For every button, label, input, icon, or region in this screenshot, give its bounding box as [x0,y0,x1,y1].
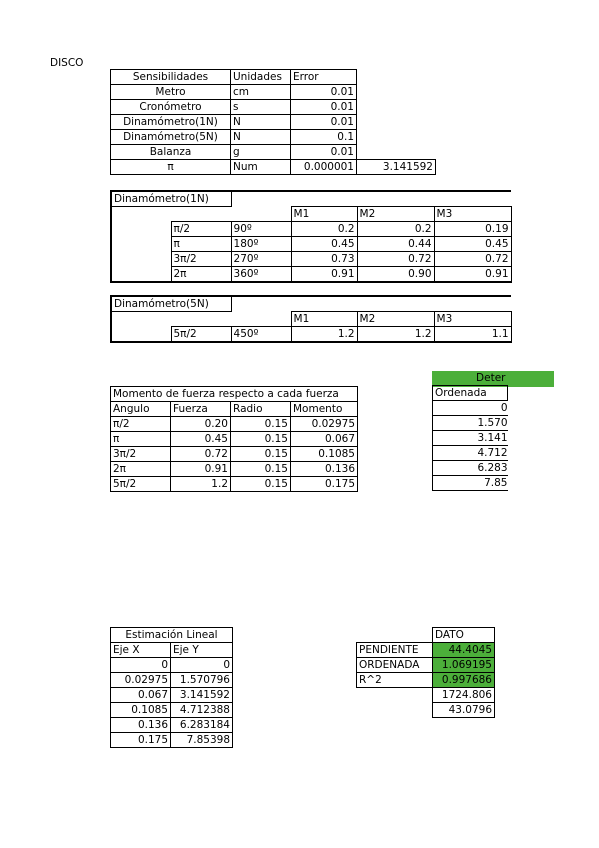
sens-instrument-cell[interactable]: Cronómetro [111,100,231,115]
momento-radius-cell[interactable]: 0.15 [231,447,291,462]
dato-header[interactable]: DATO [433,628,495,643]
table-row [357,688,495,703]
sens-instrument-cell[interactable]: Metro [111,85,231,100]
dina5-angle-cell[interactable]: 5π/2 [171,327,231,343]
table-row [111,267,511,283]
momento-radius-cell[interactable]: 0.15 [231,417,291,432]
dato-value-cell[interactable]: 1724.806 [433,688,495,703]
dato-value-cell[interactable]: 44.4045 [433,643,495,658]
dina1-m3-cell[interactable]: 0.91 [434,267,511,283]
estim-x-cell[interactable]: 0.067 [111,688,171,703]
table-row [357,658,495,673]
momento-force-cell[interactable]: 0.72 [171,447,231,462]
dina5-col-m3[interactable]: M3 [434,312,511,327]
table-row [111,237,511,252]
empty-cell[interactable] [111,222,171,237]
table-row [111,222,511,237]
dato-table [356,627,495,718]
estim-x-cell[interactable]: 0.136 [111,718,171,733]
table-row [433,401,508,416]
momento-radius-cell[interactable]: 0.15 [231,462,291,477]
momento-radius-cell[interactable]: 0.15 [231,477,291,492]
empty-cell[interactable] [111,252,171,267]
table-row [433,446,508,461]
table-row [357,673,495,688]
momento-angle-cell[interactable]: 5π/2 [111,477,171,492]
table-row [111,100,436,115]
dinamometro-5n-block [110,295,509,343]
dina1-col-m1[interactable]: M1 [291,207,357,222]
dato-value-cell[interactable]: 0.997686 [433,673,495,688]
momento-moment-cell[interactable]: 0.02975 [291,417,358,432]
estim-y-cell[interactable]: 4.712388 [171,703,233,718]
dina1-m2-cell[interactable]: 0.72 [357,252,434,267]
dato-label-cell[interactable]: PENDIENTE [357,643,433,658]
empty-cell[interactable] [111,267,171,283]
empty-cell[interactable] [357,100,436,115]
momento-force-cell[interactable]: 0.20 [171,417,231,432]
deter-header[interactable]: Deter [476,372,506,384]
momento-angle-cell[interactable]: π/2 [111,417,171,432]
estim-x-cell[interactable]: 0.1085 [111,703,171,718]
estim-y-cell[interactable]: 7.85398 [171,733,233,748]
sensibilidades-table [110,69,436,175]
table-row [433,431,508,446]
sens-unit-cell[interactable]: cm [231,85,291,100]
sens-error-cell[interactable]: 0.01 [291,145,357,160]
momento-header-fuerza[interactable]: Fuerza [171,402,231,417]
table-row [111,115,436,130]
dina1-m2-cell[interactable]: 0.2 [357,222,434,237]
momento-angle-cell[interactable]: 2π [111,462,171,477]
estim-y-cell[interactable]: 0 [171,658,233,673]
deter-subheader[interactable]: Ordenada [433,386,508,401]
dina1-m1-cell[interactable]: 0.73 [291,252,357,267]
dina1-degrees-cell[interactable]: 180º [231,237,291,252]
dina1-degrees-cell[interactable]: 90º [231,222,291,237]
dina1-angle-cell[interactable]: π [171,237,231,252]
sens-error-cell[interactable]: 0.01 [291,115,357,130]
table-row [111,432,358,447]
dina1-m1-cell[interactable]: 0.45 [291,237,357,252]
dato-label-cell[interactable]: ORDENADA [357,658,433,673]
table-row [111,658,233,673]
table-row [111,327,511,343]
sens-error-cell[interactable]: 0.01 [291,100,357,115]
dina1-angle-cell[interactable]: 3π/2 [171,252,231,267]
empty-cell[interactable] [357,85,436,100]
dina1-col-m3[interactable]: M3 [434,207,511,222]
dina5-m2-cell[interactable]: 1.2 [357,327,434,343]
sens-error-cell[interactable]: 0.01 [291,85,357,100]
deter-value-cell[interactable]: 7.85 [433,476,508,491]
sens-error-cell[interactable]: 0.000001 [291,160,357,175]
sens-unit-cell[interactable]: Num [231,160,291,175]
table-row [433,476,508,491]
deter-value-cell[interactable]: 1.570 [433,416,508,431]
table-row [111,688,233,703]
table-row [111,145,436,160]
header-unidades[interactable]: Unidades [231,70,291,85]
dina5-m1-cell[interactable]: 1.2 [291,327,357,343]
dina1-m3-cell[interactable]: 0.45 [434,237,511,252]
estim-y-cell[interactable]: 6.283184 [171,718,233,733]
table-row [111,703,233,718]
empty-cell[interactable] [357,688,433,703]
table-row [111,417,358,432]
table-row [111,673,233,688]
estim-title[interactable]: Estimación Lineal [111,628,233,643]
momento-angle-cell[interactable]: 3π/2 [111,447,171,462]
dina1-m1-cell[interactable]: 0.2 [291,222,357,237]
dina5-col-m2[interactable]: M2 [357,312,434,327]
sens-instrument-cell[interactable]: Dinamómetro(5N) [111,130,231,145]
empty-cell[interactable] [357,130,436,145]
sens-instrument-cell[interactable]: π [111,160,231,175]
empty-cell[interactable] [357,115,436,130]
dina1-m3-cell[interactable]: 0.19 [434,222,511,237]
momento-moment-cell[interactable]: 0.067 [291,432,358,447]
sens-unit-cell[interactable]: s [231,100,291,115]
dina1-m2-cell[interactable]: 0.44 [357,237,434,252]
sheet-title: DISCO [50,57,84,69]
empty-cell[interactable] [111,327,171,343]
dina5-col-m1[interactable]: M1 [291,312,357,327]
momento-table [110,386,358,492]
sens-extra-cell[interactable]: 3.141592 [357,160,436,175]
momento-radius-cell[interactable]: 0.15 [231,432,291,447]
dinamometro-1n-block [110,190,509,283]
empty-cell[interactable] [111,237,171,252]
dato-value-cell[interactable]: 1.069195 [433,658,495,673]
table-row [111,718,233,733]
sens-error-cell[interactable]: 0.1 [291,130,357,145]
momento-angle-cell[interactable]: π [111,432,171,447]
momento-header-angulo[interactable]: Angulo [111,402,171,417]
momento-header-momento[interactable]: Momento [291,402,358,417]
dina1-degrees-cell[interactable]: 360º [231,267,291,283]
sens-unit-cell[interactable]: N [231,115,291,130]
deter-value-cell[interactable]: 3.141 [433,431,508,446]
estim-header-y[interactable]: Eje Y [171,643,233,658]
momento-force-cell[interactable]: 0.45 [171,432,231,447]
momento-moment-cell[interactable]: 0.136 [291,462,358,477]
dina1-degrees-cell[interactable]: 270º [231,252,291,267]
table-row [357,643,495,658]
table-row [433,416,508,431]
dato-value-cell[interactable]: 43.0796 [433,703,495,718]
table-row [433,461,508,476]
table-row [111,733,233,748]
estim-y-cell[interactable]: 1.570796 [171,673,233,688]
dina5-m3-cell[interactable]: 1.1 [434,327,511,343]
momento-title[interactable]: Momento de fuerza respecto a cada fuerza [111,387,358,402]
dina1-m3-cell[interactable]: 0.72 [434,252,511,267]
estim-header-x[interactable]: Eje X [111,643,171,658]
momento-moment-cell[interactable]: 0.175 [291,477,358,492]
estim-y-cell[interactable]: 3.141592 [171,688,233,703]
momento-header-radio[interactable]: Radio [231,402,291,417]
dina5-degrees-cell[interactable]: 450º [231,327,291,343]
momento-moment-cell[interactable]: 0.1085 [291,447,358,462]
dina1-title[interactable]: Dinamómetro(1N) [111,191,231,207]
dina5-title[interactable]: Dinamómetro(5N) [111,296,231,312]
table-row [111,160,436,175]
dina1-m1-cell[interactable]: 0.91 [291,267,357,283]
dina1-angle-cell[interactable]: π/2 [171,222,231,237]
dina1-col-m2[interactable]: M2 [357,207,434,222]
deter-block [432,371,508,496]
header-sensibilidades[interactable]: Sensibilidades [111,70,231,85]
table-row [111,477,358,492]
momento-force-cell[interactable]: 1.2 [171,477,231,492]
estim-x-cell[interactable]: 0 [111,658,171,673]
header-error[interactable]: Error [291,70,357,85]
dato-label-cell[interactable]: R^2 [357,673,433,688]
table-row [111,462,358,477]
table-row [111,447,358,462]
estim-x-cell[interactable]: 0.02975 [111,673,171,688]
sens-instrument-cell[interactable]: Balanza [111,145,231,160]
sens-instrument-cell[interactable]: Dinamómetro(1N) [111,115,231,130]
table-row [111,252,511,267]
table-row [111,130,436,145]
empty-cell[interactable] [357,145,436,160]
estimacion-table [110,627,233,748]
deter-value-cell[interactable]: 6.283 [433,461,508,476]
sens-unit-cell[interactable]: N [231,130,291,145]
deter-value-cell[interactable]: 0 [433,401,508,416]
deter-value-cell[interactable]: 4.712 [433,446,508,461]
momento-force-cell[interactable]: 0.91 [171,462,231,477]
table-row [357,703,495,718]
dina1-angle-cell[interactable]: 2π [171,267,231,283]
empty-cell[interactable] [357,703,433,718]
estim-x-cell[interactable]: 0.175 [111,733,171,748]
dina1-m2-cell[interactable]: 0.90 [357,267,434,283]
sens-unit-cell[interactable]: g [231,145,291,160]
table-row [111,85,436,100]
